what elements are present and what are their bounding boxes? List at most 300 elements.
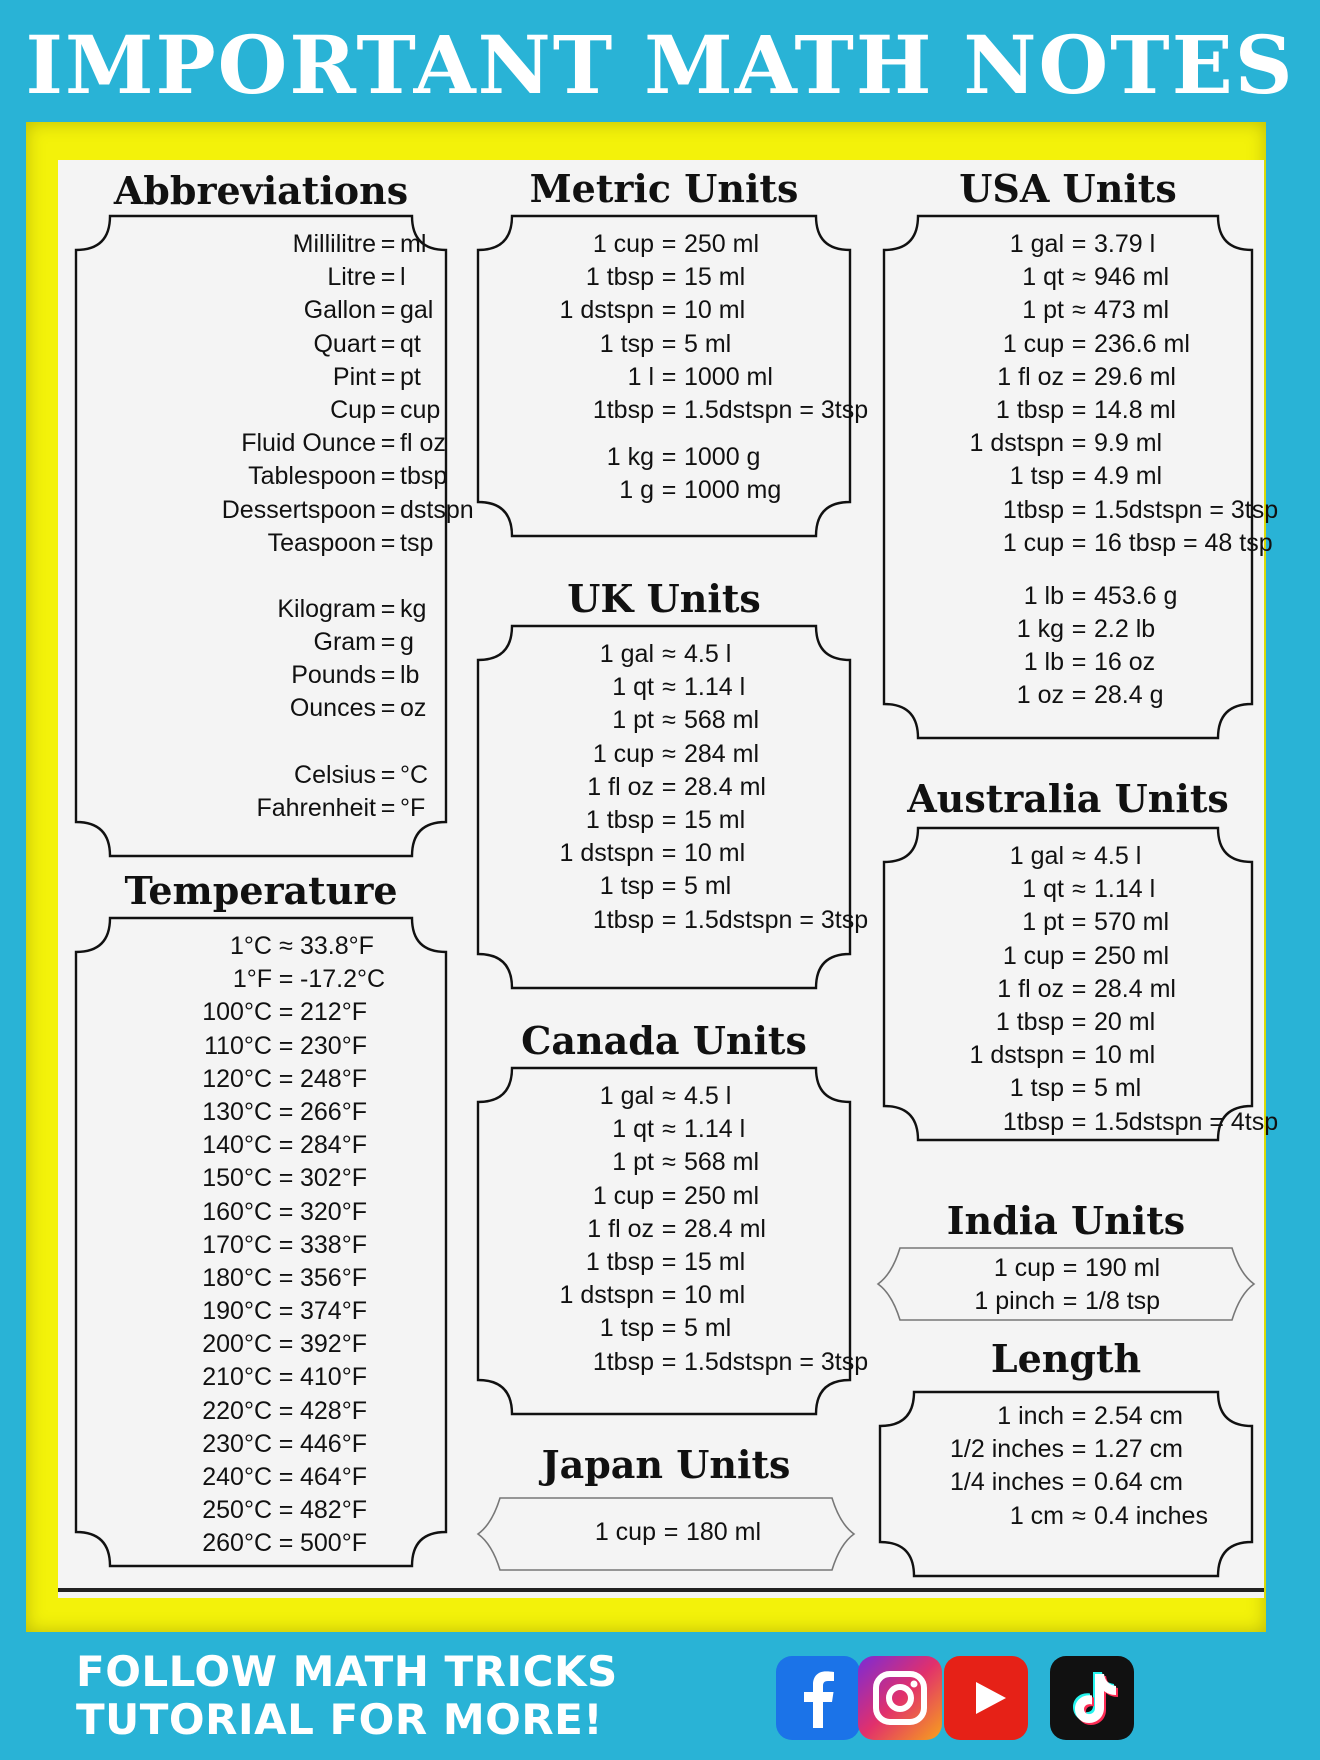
row-operator: = xyxy=(1071,615,1087,644)
list-item xyxy=(76,792,446,825)
list-item xyxy=(884,328,1252,361)
row-operator: = xyxy=(380,263,396,292)
row-value: 428°F xyxy=(300,1396,367,1425)
row-term: Gram xyxy=(313,628,376,657)
row-term: 1 dstspn xyxy=(559,296,654,325)
australia-title: Australia Units xyxy=(907,776,1229,821)
row-value: 28.4 ml xyxy=(684,1214,766,1243)
list-item xyxy=(76,759,446,792)
list-item xyxy=(478,671,850,704)
list-item xyxy=(76,1494,446,1527)
list-item xyxy=(76,626,446,659)
row-operator: = xyxy=(1071,1074,1087,1103)
list-item xyxy=(478,1213,850,1246)
row-term: 1 dstspn xyxy=(559,839,654,868)
abbreviations-rows xyxy=(76,228,474,825)
row-operator: = xyxy=(661,296,677,325)
row-value: 3.79 l xyxy=(1094,230,1156,258)
row-term: 1 fl oz xyxy=(997,974,1064,1003)
row-value: 29.6 ml xyxy=(1094,362,1176,391)
row-term: 260°C xyxy=(202,1529,272,1558)
row-term: 1 tbsp xyxy=(585,1247,654,1276)
row-term: 1 gal xyxy=(1009,842,1064,870)
row-operator: = xyxy=(1071,462,1087,491)
india-rows xyxy=(878,1252,1254,1318)
row-operator: = xyxy=(380,495,396,524)
row-term: 1 gal xyxy=(599,640,654,668)
row-operator: = xyxy=(661,839,677,868)
list-item xyxy=(76,427,446,460)
list-item xyxy=(76,930,446,963)
footer-line-2: TUTORIAL FOR MORE! xyxy=(76,1695,604,1744)
row-term: 1 lb xyxy=(1023,648,1064,677)
row-operator: ≈ xyxy=(279,932,293,960)
row-value: 946 ml xyxy=(1094,263,1170,292)
list-item xyxy=(76,1096,446,1129)
row-value: 392°F xyxy=(300,1330,367,1359)
row-term: 1°F xyxy=(232,965,272,994)
row-operator: = xyxy=(661,805,677,834)
list-item xyxy=(478,904,869,937)
row-value: 10 ml xyxy=(684,839,746,868)
row-term: 1 cup xyxy=(1002,329,1064,358)
row-term: 1 pt xyxy=(1022,296,1064,325)
list-item xyxy=(884,1106,1279,1139)
usa-rows xyxy=(884,228,1279,713)
row-term: 1°C xyxy=(230,932,272,960)
footer-text xyxy=(76,1648,618,1744)
row-value: 180 ml xyxy=(686,1518,762,1546)
metric-rows xyxy=(478,228,869,508)
row-term: 1 kg xyxy=(606,443,654,472)
row-value: 10 ml xyxy=(1094,1041,1156,1070)
row-spacer xyxy=(884,560,1252,580)
india-title: India Units xyxy=(946,1198,1186,1243)
row-term: 180°C xyxy=(202,1263,272,1292)
row-term: 1 pinch xyxy=(974,1287,1055,1316)
row-term: 1 cup xyxy=(592,230,654,258)
row-operator: = xyxy=(1071,362,1087,391)
row-value: 374°F xyxy=(300,1297,367,1326)
row-value: fl oz xyxy=(400,429,446,458)
list-item xyxy=(884,527,1273,560)
row-term: Tablespoon xyxy=(248,462,376,491)
row-operator: = xyxy=(278,1263,294,1292)
row-operator: = xyxy=(380,329,396,358)
list-item xyxy=(478,771,850,804)
row-term: 1 pt xyxy=(612,706,654,735)
list-item xyxy=(478,1279,850,1312)
uk-title: UK Units xyxy=(567,576,761,621)
list-item xyxy=(884,580,1252,613)
list-item xyxy=(76,328,446,361)
list-item xyxy=(76,228,446,261)
row-operator: = xyxy=(380,628,396,657)
row-value: lb xyxy=(400,661,420,690)
row-term: 1 cup xyxy=(592,739,654,768)
row-term: 1 g xyxy=(619,476,654,505)
row-term: 1 qt xyxy=(1022,263,1064,292)
row-value: 1/8 tsp xyxy=(1085,1287,1161,1316)
row-value: 1.5dstspn = 3tsp xyxy=(684,395,869,424)
row-value: cup xyxy=(400,395,441,424)
row-value: 190 ml xyxy=(1085,1254,1161,1282)
canada-rows xyxy=(478,1080,869,1379)
row-operator: = xyxy=(380,395,396,424)
row-operator: = xyxy=(278,1429,294,1458)
india-card xyxy=(872,1198,1260,1328)
row-operator: ≈ xyxy=(662,640,676,668)
row-value: 410°F xyxy=(300,1363,367,1392)
row-term: Dessertspoon xyxy=(221,495,376,524)
row-operator: = xyxy=(1071,230,1087,258)
row-value: 482°F xyxy=(300,1496,367,1525)
row-term: 1 gal xyxy=(1009,230,1064,258)
row-term: 250°C xyxy=(202,1496,272,1525)
row-operator: = xyxy=(661,1181,677,1210)
row-term: 100°C xyxy=(202,998,272,1027)
row-operator: = xyxy=(278,1396,294,1425)
row-term: 1 tsp xyxy=(599,1314,654,1343)
row-operator: = xyxy=(661,1281,677,1310)
row-term: 1 tbsp xyxy=(995,1007,1064,1036)
row-term: 1 qt xyxy=(1022,875,1064,904)
row-operator: = xyxy=(1062,1287,1078,1316)
row-value: 302°F xyxy=(300,1164,367,1193)
temperature-rows xyxy=(76,930,446,1561)
list-item xyxy=(884,261,1252,294)
list-item xyxy=(880,1400,1252,1433)
row-value: 570 ml xyxy=(1094,908,1170,937)
list-item xyxy=(76,963,446,996)
list-item xyxy=(884,1072,1252,1105)
row-term: Celsius xyxy=(294,760,376,789)
row-value: 212°F xyxy=(300,998,367,1027)
row-term: 200°C xyxy=(202,1330,272,1359)
row-value: 250 ml xyxy=(684,1181,760,1210)
row-term: 1 pt xyxy=(1022,908,1064,937)
row-value: 356°F xyxy=(300,1263,367,1292)
row-term: 130°C xyxy=(202,1097,272,1126)
row-value: 1.14 l xyxy=(1094,875,1156,904)
row-operator: = xyxy=(278,1496,294,1525)
row-term: 210°C xyxy=(202,1363,272,1392)
bottom-rule xyxy=(58,1588,1264,1592)
row-operator: ≈ xyxy=(1072,875,1086,904)
row-term: 1 cup xyxy=(1002,941,1064,970)
australia-card xyxy=(880,772,1279,1144)
row-operator: = xyxy=(1071,681,1087,710)
row-value: g xyxy=(400,628,414,657)
metric-card xyxy=(474,160,869,540)
row-value: 10 ml xyxy=(684,296,746,325)
row-value: 28.4 ml xyxy=(684,772,766,801)
row-value: 15 ml xyxy=(684,1247,746,1276)
row-term: 170°C xyxy=(202,1230,272,1259)
row-operator: = xyxy=(278,1064,294,1093)
list-item xyxy=(478,704,850,737)
row-operator: = xyxy=(1071,1107,1087,1136)
row-term: 1 fl oz xyxy=(587,772,654,801)
row-operator: = xyxy=(661,263,677,292)
row-operator: = xyxy=(380,528,396,557)
row-operator: ≈ xyxy=(1072,263,1086,292)
list-item xyxy=(884,228,1252,261)
metric-title: Metric Units xyxy=(529,166,799,211)
list-item xyxy=(76,1361,446,1394)
row-operator: = xyxy=(661,1247,677,1276)
row-value: 16 oz xyxy=(1094,648,1156,677)
row-term: Teaspoon xyxy=(267,528,376,557)
row-operator: = xyxy=(278,1230,294,1259)
row-term: 1 tsp xyxy=(599,329,654,358)
row-value: 5 ml xyxy=(684,872,732,901)
row-term: 1 cup xyxy=(993,1254,1055,1282)
row-value: 230°F xyxy=(300,1031,367,1060)
row-term: 1 fl oz xyxy=(997,362,1064,391)
row-value: dstspn xyxy=(400,495,474,524)
row-value: tbsp xyxy=(400,462,448,491)
row-operator: = xyxy=(278,1529,294,1558)
row-value: 0.64 cm xyxy=(1094,1468,1183,1497)
row-value: -17.2°C xyxy=(300,965,386,994)
row-operator: = xyxy=(1071,329,1087,358)
row-operator: = xyxy=(661,329,677,358)
list-item xyxy=(478,1113,850,1146)
list-item xyxy=(478,1180,850,1213)
footer-line-1: FOLLOW MATH TRICKS xyxy=(76,1647,618,1696)
list-item xyxy=(884,940,1252,973)
list-item xyxy=(76,1461,446,1494)
uk-rows xyxy=(478,638,869,937)
row-value: 568 ml xyxy=(684,706,760,735)
row-term: 1 qt xyxy=(612,1115,654,1144)
page-title: IMPORTANT MATH NOTES xyxy=(25,18,1295,112)
row-term: Fahrenheit xyxy=(256,793,376,822)
list-item xyxy=(76,1328,446,1361)
row-value: 500°F xyxy=(300,1529,367,1558)
usa-title: USA Units xyxy=(959,166,1177,211)
list-item xyxy=(76,1162,446,1195)
list-item xyxy=(76,1196,446,1229)
canada-card xyxy=(474,1012,869,1418)
row-term: 1 tsp xyxy=(599,872,654,901)
list-item xyxy=(478,738,850,771)
row-value: 16 tbsp = 48 tsp xyxy=(1094,528,1273,557)
list-item xyxy=(76,1428,446,1461)
row-term: 230°C xyxy=(202,1429,272,1458)
row-term: Pint xyxy=(332,362,376,391)
row-operator: = xyxy=(380,694,396,723)
list-item xyxy=(76,394,446,427)
list-item xyxy=(478,361,850,394)
list-item xyxy=(76,659,446,692)
row-operator: ≈ xyxy=(662,706,676,735)
row-value: pt xyxy=(400,362,421,391)
usa-card xyxy=(880,160,1279,742)
row-operator: = xyxy=(661,443,677,472)
row-operator: = xyxy=(278,1164,294,1193)
list-item xyxy=(880,1466,1252,1499)
row-operator: = xyxy=(1071,1041,1087,1070)
row-operator: = xyxy=(278,1031,294,1060)
row-term: 1/2 inches xyxy=(950,1435,1064,1464)
list-item xyxy=(478,1346,869,1379)
row-operator: = xyxy=(661,772,677,801)
row-term: 1 tbsp xyxy=(995,395,1064,424)
list-item xyxy=(76,460,446,493)
list-item xyxy=(884,494,1279,527)
abbreviations-title: Abbreviations xyxy=(113,168,409,213)
row-operator: = xyxy=(1071,1435,1087,1464)
facebook-icon[interactable] xyxy=(776,1656,860,1740)
row-value: gal xyxy=(400,296,434,325)
list-item xyxy=(76,1229,446,1262)
row-operator: = xyxy=(278,1297,294,1326)
row-value: 248°F xyxy=(300,1064,367,1093)
row-operator: ≈ xyxy=(662,1115,676,1144)
row-value: 1.14 l xyxy=(684,1115,746,1144)
row-operator: = xyxy=(661,1214,677,1243)
row-operator: ≈ xyxy=(662,1148,676,1177)
row-term: 140°C xyxy=(202,1131,272,1160)
row-term: 190°C xyxy=(202,1297,272,1326)
list-item xyxy=(76,1063,446,1096)
instagram-icon[interactable] xyxy=(858,1656,942,1740)
row-term: 110°C xyxy=(204,1031,272,1060)
row-value: 453.6 g xyxy=(1094,581,1178,610)
row-value: 15 ml xyxy=(684,263,746,292)
row-operator: = xyxy=(1071,581,1087,610)
row-term: Fluid Ounce xyxy=(241,429,376,458)
row-term: 1 tbsp xyxy=(585,805,654,834)
row-spacer xyxy=(76,726,446,759)
list-item xyxy=(76,527,446,560)
row-value: 4.5 l xyxy=(684,1082,732,1110)
list-item xyxy=(76,1527,446,1560)
list-item xyxy=(478,638,850,671)
row-value: kg xyxy=(400,594,427,623)
row-value: 338°F xyxy=(300,1230,367,1259)
row-value: 1.5dstspn = 3tsp xyxy=(684,905,869,934)
temperature-title: Temperature xyxy=(124,868,398,913)
row-term: 1 dstspn xyxy=(969,429,1064,458)
row-value: 0.4 inches xyxy=(1094,1501,1208,1530)
uk-card xyxy=(474,570,869,992)
row-operator: = xyxy=(278,1097,294,1126)
row-operator: ≈ xyxy=(662,1082,676,1110)
row-operator: = xyxy=(1071,528,1087,557)
japan-card xyxy=(474,1436,858,1586)
list-item xyxy=(880,1500,1252,1533)
row-value: 1.27 cm xyxy=(1094,1435,1183,1464)
row-operator: = xyxy=(661,362,677,391)
row-value: 28.4 ml xyxy=(1094,974,1176,1003)
row-term: 1 kg xyxy=(1016,615,1064,644)
row-term: 1tbsp xyxy=(1002,495,1064,524)
row-term: 1 dstspn xyxy=(559,1281,654,1310)
row-term: Litre xyxy=(327,263,376,292)
list-item xyxy=(76,996,446,1029)
list-item xyxy=(884,906,1252,939)
row-value: 1.14 l xyxy=(684,673,746,702)
row-value: °F xyxy=(400,793,426,822)
list-item xyxy=(76,361,446,394)
row-operator: ≈ xyxy=(662,673,676,702)
row-value: 33.8°F xyxy=(300,932,374,960)
list-item xyxy=(76,494,474,527)
row-spacer xyxy=(76,560,446,593)
row-operator: = xyxy=(661,476,677,505)
list-item xyxy=(884,973,1252,1006)
row-operator: = xyxy=(278,1197,294,1226)
row-operator: = xyxy=(278,1131,294,1160)
row-value: 1.5dstspn = 3tsp xyxy=(1094,495,1279,524)
row-operator: = xyxy=(278,1463,294,1491)
row-term: 1 qt xyxy=(612,673,654,702)
row-operator: = xyxy=(661,905,677,934)
row-term: 1 inch xyxy=(997,1402,1064,1430)
row-operator: = xyxy=(1071,1007,1087,1036)
list-item xyxy=(76,294,446,327)
row-term: Ounces xyxy=(289,694,376,723)
row-term: 220°C xyxy=(202,1396,272,1425)
row-term: 1tbsp xyxy=(592,395,654,424)
row-value: ml xyxy=(400,230,427,258)
tiktok-icon[interactable] xyxy=(1050,1656,1134,1740)
row-operator: = xyxy=(661,395,677,424)
youtube-icon[interactable] xyxy=(944,1656,1028,1740)
row-term: 1 cup xyxy=(592,1181,654,1210)
row-term: 1tbsp xyxy=(592,1347,654,1376)
row-operator: = xyxy=(278,1330,294,1359)
row-term: 1 oz xyxy=(1016,681,1064,710)
list-item xyxy=(478,474,850,507)
row-term: 1 pt xyxy=(612,1148,654,1177)
row-operator: = xyxy=(278,965,294,994)
row-term: 1 cm xyxy=(1009,1501,1064,1530)
row-value: 14.8 ml xyxy=(1094,395,1176,424)
row-value: 4.5 l xyxy=(684,640,732,668)
row-term: 1 tsp xyxy=(1009,1074,1064,1103)
row-term: 240°C xyxy=(202,1463,272,1491)
list-item xyxy=(76,692,446,725)
row-value: 2.54 cm xyxy=(1094,1402,1183,1430)
list-item xyxy=(478,261,850,294)
row-operator: ≈ xyxy=(1072,1501,1086,1530)
length-card xyxy=(876,1336,1256,1580)
row-term: Cup xyxy=(330,395,376,424)
row-operator: ≈ xyxy=(1072,296,1086,325)
row-operator: = xyxy=(278,998,294,1027)
row-value: 464°F xyxy=(300,1463,367,1491)
row-term: 1/4 inches xyxy=(950,1468,1064,1497)
row-operator: = xyxy=(380,594,396,623)
row-value: 266°F xyxy=(300,1097,367,1126)
row-value: 1000 mg xyxy=(684,476,782,505)
row-term: 1 lb xyxy=(1023,581,1064,610)
list-item xyxy=(76,1295,446,1328)
row-operator: = xyxy=(380,793,396,822)
row-operator: = xyxy=(1071,908,1087,937)
list-item xyxy=(478,1080,850,1113)
list-item xyxy=(76,1030,446,1063)
row-term: 1 tsp xyxy=(1009,462,1064,491)
list-item xyxy=(478,394,869,427)
canada-title: Canada Units xyxy=(521,1018,807,1063)
list-item xyxy=(884,679,1252,712)
row-operator: = xyxy=(380,296,396,325)
